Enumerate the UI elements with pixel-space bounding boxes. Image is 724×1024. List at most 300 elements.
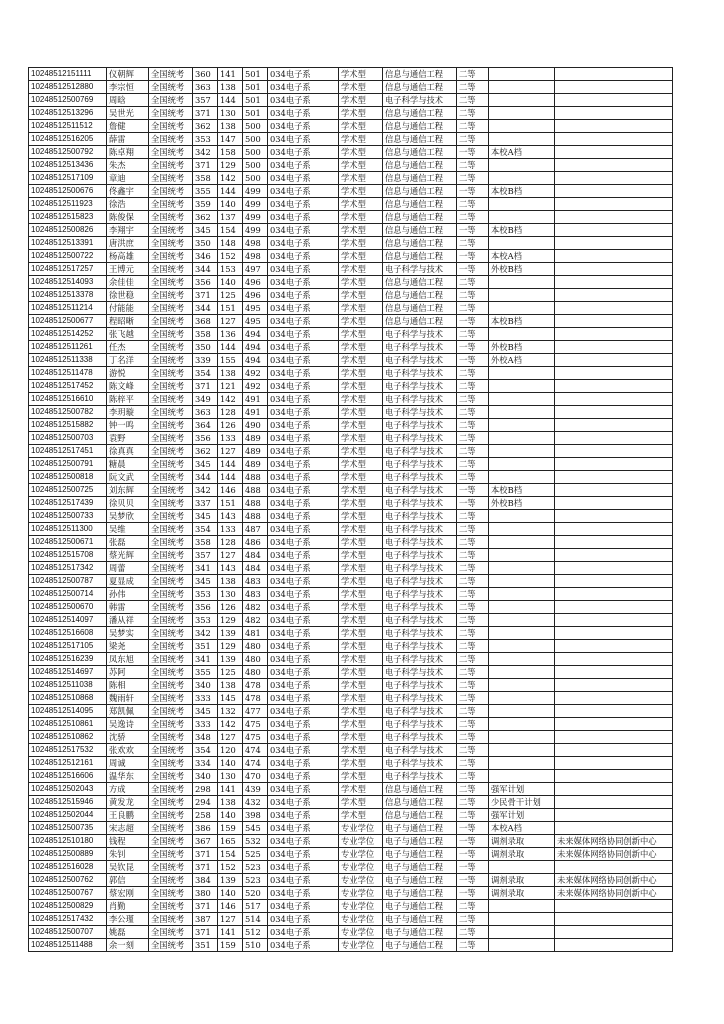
cell-score_a: 345 xyxy=(193,705,218,718)
cell-center xyxy=(555,146,673,159)
cell-id: 10248512513378 xyxy=(29,289,107,302)
cell-score_b: 147 xyxy=(218,133,243,146)
cell-center xyxy=(555,458,673,471)
table-row xyxy=(29,835,673,848)
cell-id: 10248512511478 xyxy=(29,367,107,380)
table-row xyxy=(29,913,673,926)
table-row xyxy=(29,796,673,809)
cell-name: 付能能 xyxy=(107,302,149,315)
cell-name: 丁名洋 xyxy=(107,354,149,367)
cell-note xyxy=(489,380,555,393)
cell-rank: 一等 xyxy=(457,250,489,263)
cell-major: 电子科学与技术 xyxy=(383,458,457,471)
cell-rank: 一等 xyxy=(457,848,489,861)
cell-note: 调剂录取 xyxy=(489,848,555,861)
cell-dept: 034电子系 xyxy=(268,809,339,822)
cell-total: 439 xyxy=(243,783,268,796)
cell-dept: 034电子系 xyxy=(268,575,339,588)
cell-rank: 二等 xyxy=(457,640,489,653)
cell-total: 489 xyxy=(243,432,268,445)
cell-note xyxy=(489,913,555,926)
cell-major: 信息与通信工程 xyxy=(383,81,457,94)
cell-dept: 034电子系 xyxy=(268,718,339,731)
table-row xyxy=(29,198,673,211)
cell-id: 10248512517342 xyxy=(29,562,107,575)
cell-score_b: 132 xyxy=(218,705,243,718)
cell-score_b: 138 xyxy=(218,679,243,692)
cell-score_b: 129 xyxy=(218,159,243,172)
cell-center xyxy=(555,406,673,419)
cell-score_b: 130 xyxy=(218,588,243,601)
cell-note xyxy=(489,588,555,601)
cell-total: 475 xyxy=(243,731,268,744)
cell-major: 电子科学与技术 xyxy=(383,692,457,705)
cell-rank: 二等 xyxy=(457,913,489,926)
cell-score_a: 363 xyxy=(193,406,218,419)
cell-note xyxy=(489,926,555,939)
cell-dept: 034电子系 xyxy=(268,380,339,393)
cell-total: 489 xyxy=(243,458,268,471)
cell-score_a: 371 xyxy=(193,380,218,393)
cell-major: 电子科学与技术 xyxy=(383,575,457,588)
cell-total: 474 xyxy=(243,757,268,770)
cell-name: 余佳佳 xyxy=(107,276,149,289)
cell-center xyxy=(555,224,673,237)
table-row xyxy=(29,250,673,263)
table-row xyxy=(29,523,673,536)
cell-rank: 二等 xyxy=(457,237,489,250)
cell-name: 韩雷 xyxy=(107,601,149,614)
cell-score_b: 129 xyxy=(218,614,243,627)
cell-score_a: 358 xyxy=(193,536,218,549)
cell-major: 电子与通信工程 xyxy=(383,939,457,952)
cell-type: 学术型 xyxy=(339,237,383,250)
cell-name: 李翔宇 xyxy=(107,224,149,237)
cell-name: 潘从祥 xyxy=(107,614,149,627)
cell-score_a: 368 xyxy=(193,315,218,328)
cell-score_a: 355 xyxy=(193,666,218,679)
cell-id: 10248512517105 xyxy=(29,640,107,653)
cell-total: 484 xyxy=(243,562,268,575)
table-row xyxy=(29,445,673,458)
cell-center xyxy=(555,289,673,302)
cell-type: 学术型 xyxy=(339,289,383,302)
cell-note xyxy=(489,276,555,289)
cell-score_b: 136 xyxy=(218,328,243,341)
cell-center xyxy=(555,211,673,224)
cell-note xyxy=(489,68,555,81)
cell-score_a: 345 xyxy=(193,458,218,471)
table-row xyxy=(29,341,673,354)
cell-type: 学术型 xyxy=(339,380,383,393)
cell-dept: 034电子系 xyxy=(268,913,339,926)
cell-exam_type: 全国统考 xyxy=(149,848,193,861)
cell-major: 电子科学与技术 xyxy=(383,744,457,757)
cell-major: 电子科学与技术 xyxy=(383,432,457,445)
cell-center xyxy=(555,484,673,497)
cell-dept: 034电子系 xyxy=(268,315,339,328)
cell-center xyxy=(555,341,673,354)
cell-total: 495 xyxy=(243,315,268,328)
cell-total: 523 xyxy=(243,861,268,874)
cell-rank: 一等 xyxy=(457,354,489,367)
cell-name: 李公瑾 xyxy=(107,913,149,926)
cell-score_a: 339 xyxy=(193,354,218,367)
cell-total: 496 xyxy=(243,276,268,289)
cell-type: 学术型 xyxy=(339,549,383,562)
cell-rank: 一等 xyxy=(457,835,489,848)
table-row xyxy=(29,848,673,861)
cell-score_a: 371 xyxy=(193,159,218,172)
cell-type: 学术型 xyxy=(339,796,383,809)
cell-center xyxy=(555,107,673,120)
table-row xyxy=(29,107,673,120)
cell-dept: 034电子系 xyxy=(268,107,339,120)
cell-total: 484 xyxy=(243,549,268,562)
cell-score_b: 127 xyxy=(218,315,243,328)
cell-score_a: 371 xyxy=(193,926,218,939)
cell-dept: 034电子系 xyxy=(268,328,339,341)
cell-type: 专业学位 xyxy=(339,900,383,913)
cell-note xyxy=(489,536,555,549)
cell-center xyxy=(555,549,673,562)
cell-major: 信息与通信工程 xyxy=(383,289,457,302)
cell-name: 张欢欢 xyxy=(107,744,149,757)
cell-exam_type: 全国统考 xyxy=(149,367,193,380)
cell-score_b: 144 xyxy=(218,471,243,484)
table-row xyxy=(29,705,673,718)
cell-rank: 二等 xyxy=(457,328,489,341)
cell-total: 499 xyxy=(243,211,268,224)
cell-name: 吴维 xyxy=(107,523,149,536)
cell-major: 电子科学与技术 xyxy=(383,523,457,536)
cell-center xyxy=(555,510,673,523)
cell-score_b: 127 xyxy=(218,731,243,744)
cell-score_b: 127 xyxy=(218,913,243,926)
cell-center xyxy=(555,809,673,822)
cell-rank: 二等 xyxy=(457,601,489,614)
cell-id: 10248512500769 xyxy=(29,94,107,107)
cell-id: 10248512500829 xyxy=(29,900,107,913)
cell-total: 483 xyxy=(243,588,268,601)
cell-dept: 034电子系 xyxy=(268,133,339,146)
cell-total: 497 xyxy=(243,263,268,276)
cell-name: 陈文峰 xyxy=(107,380,149,393)
cell-score_b: 138 xyxy=(218,120,243,133)
cell-note xyxy=(489,666,555,679)
cell-score_a: 342 xyxy=(193,146,218,159)
cell-note xyxy=(489,211,555,224)
cell-rank: 一等 xyxy=(457,497,489,510)
cell-total: 490 xyxy=(243,419,268,432)
table-row xyxy=(29,458,673,471)
cell-score_b: 155 xyxy=(218,354,243,367)
cell-center xyxy=(555,562,673,575)
cell-name: 王良鹏 xyxy=(107,809,149,822)
cell-major: 电子科学与技术 xyxy=(383,718,457,731)
cell-center xyxy=(555,380,673,393)
cell-total: 488 xyxy=(243,471,268,484)
cell-dept: 034电子系 xyxy=(268,874,339,887)
cell-score_b: 143 xyxy=(218,510,243,523)
cell-score_b: 148 xyxy=(218,237,243,250)
cell-id: 10248512517451 xyxy=(29,445,107,458)
cell-center xyxy=(555,614,673,627)
cell-rank: 二等 xyxy=(457,614,489,627)
cell-major: 电子科学与技术 xyxy=(383,419,457,432)
cell-center xyxy=(555,718,673,731)
table-row xyxy=(29,614,673,627)
table-row xyxy=(29,471,673,484)
cell-major: 电子科学与技术 xyxy=(383,536,457,549)
cell-rank: 一等 xyxy=(457,185,489,198)
cell-score_b: 141 xyxy=(218,783,243,796)
cell-center: 未来媒体网络协同创新中心 xyxy=(555,874,673,887)
cell-dept: 034电子系 xyxy=(268,731,339,744)
cell-score_b: 127 xyxy=(218,445,243,458)
cell-dept: 034电子系 xyxy=(268,640,339,653)
cell-name: 刘东辉 xyxy=(107,484,149,497)
cell-type: 专业学位 xyxy=(339,913,383,926)
cell-dept: 034电子系 xyxy=(268,81,339,94)
cell-rank: 二等 xyxy=(457,900,489,913)
table-row xyxy=(29,185,673,198)
cell-rank: 二等 xyxy=(457,692,489,705)
cell-name: 苏阿 xyxy=(107,666,149,679)
cell-id: 10248512510862 xyxy=(29,731,107,744)
cell-dept: 034电子系 xyxy=(268,393,339,406)
cell-exam_type: 全国统考 xyxy=(149,783,193,796)
cell-center xyxy=(555,198,673,211)
cell-major: 电子科学与技术 xyxy=(383,497,457,510)
cell-score_a: 258 xyxy=(193,809,218,822)
cell-center xyxy=(555,250,673,263)
cell-exam_type: 全国统考 xyxy=(149,614,193,627)
cell-center xyxy=(555,185,673,198)
cell-total: 525 xyxy=(243,848,268,861)
cell-note xyxy=(489,471,555,484)
cell-rank: 二等 xyxy=(457,445,489,458)
cell-name: 陈卓翔 xyxy=(107,146,149,159)
cell-name: 梁尧 xyxy=(107,640,149,653)
cell-exam_type: 全国统考 xyxy=(149,562,193,575)
table-row xyxy=(29,354,673,367)
cell-rank: 二等 xyxy=(457,549,489,562)
cell-type: 学术型 xyxy=(339,159,383,172)
cell-score_a: 345 xyxy=(193,510,218,523)
cell-rank: 一等 xyxy=(457,146,489,159)
cell-type: 学术型 xyxy=(339,536,383,549)
cell-dept: 034电子系 xyxy=(268,172,339,185)
cell-name: 方成 xyxy=(107,783,149,796)
cell-major: 电子科学与技术 xyxy=(383,471,457,484)
cell-rank: 一等 xyxy=(457,315,489,328)
cell-exam_type: 全国统考 xyxy=(149,926,193,939)
cell-type: 学术型 xyxy=(339,744,383,757)
cell-total: 495 xyxy=(243,302,268,315)
cell-exam_type: 全国统考 xyxy=(149,250,193,263)
table-row xyxy=(29,224,673,237)
cell-note xyxy=(489,120,555,133)
cell-type: 学术型 xyxy=(339,393,383,406)
cell-note xyxy=(489,523,555,536)
cell-rank: 二等 xyxy=(457,133,489,146)
cell-total: 481 xyxy=(243,627,268,640)
cell-exam_type: 全国统考 xyxy=(149,81,193,94)
cell-note xyxy=(489,861,555,874)
cell-name: 徐浩 xyxy=(107,198,149,211)
table-row xyxy=(29,861,673,874)
cell-score_a: 362 xyxy=(193,211,218,224)
cell-type: 学术型 xyxy=(339,367,383,380)
cell-center xyxy=(555,471,673,484)
cell-score_b: 140 xyxy=(218,757,243,770)
cell-dept: 034电子系 xyxy=(268,822,339,835)
cell-note xyxy=(489,731,555,744)
cell-name: 钟一鸣 xyxy=(107,419,149,432)
cell-id: 10248512500762 xyxy=(29,874,107,887)
cell-score_a: 342 xyxy=(193,627,218,640)
cell-exam_type: 全国统考 xyxy=(149,315,193,328)
cell-total: 488 xyxy=(243,497,268,510)
cell-total: 482 xyxy=(243,601,268,614)
cell-center xyxy=(555,68,673,81)
cell-center: 未来媒体网络协同创新中心 xyxy=(555,835,673,848)
cell-score_a: 356 xyxy=(193,601,218,614)
cell-major: 电子与通信工程 xyxy=(383,913,457,926)
cell-exam_type: 全国统考 xyxy=(149,692,193,705)
cell-id: 10248512514252 xyxy=(29,328,107,341)
cell-id: 10248512500733 xyxy=(29,510,107,523)
cell-score_b: 165 xyxy=(218,835,243,848)
cell-major: 信息与通信工程 xyxy=(383,237,457,250)
cell-id: 10248512500707 xyxy=(29,926,107,939)
cell-exam_type: 全国统考 xyxy=(149,406,193,419)
cell-exam_type: 全国统考 xyxy=(149,133,193,146)
cell-type: 学术型 xyxy=(339,770,383,783)
cell-rank: 一等 xyxy=(457,341,489,354)
cell-rank: 一等 xyxy=(457,861,489,874)
cell-rank: 二等 xyxy=(457,731,489,744)
cell-exam_type: 全国统考 xyxy=(149,107,193,120)
cell-major: 电子科学与技术 xyxy=(383,393,457,406)
cell-name: 姚磊 xyxy=(107,926,149,939)
cell-score_a: 344 xyxy=(193,471,218,484)
cell-major: 电子科学与技术 xyxy=(383,588,457,601)
cell-major: 电子科学与技术 xyxy=(383,445,457,458)
cell-dept: 034电子系 xyxy=(268,289,339,302)
cell-name: 沈骄 xyxy=(107,731,149,744)
cell-score_b: 128 xyxy=(218,406,243,419)
cell-type: 学术型 xyxy=(339,146,383,159)
cell-score_b: 139 xyxy=(218,627,243,640)
cell-score_a: 345 xyxy=(193,575,218,588)
cell-total: 489 xyxy=(243,445,268,458)
cell-rank: 二等 xyxy=(457,523,489,536)
cell-id: 10248512500722 xyxy=(29,250,107,263)
cell-dept: 034电子系 xyxy=(268,159,339,172)
cell-total: 470 xyxy=(243,770,268,783)
cell-dept: 034电子系 xyxy=(268,783,339,796)
cell-dept: 034电子系 xyxy=(268,679,339,692)
cell-total: 500 xyxy=(243,133,268,146)
cell-id: 10248512510180 xyxy=(29,835,107,848)
cell-note: 外校A档 xyxy=(489,354,555,367)
cell-exam_type: 全国统考 xyxy=(149,328,193,341)
cell-exam_type: 全国统考 xyxy=(149,575,193,588)
cell-exam_type: 全国统考 xyxy=(149,510,193,523)
cell-score_a: 333 xyxy=(193,718,218,731)
cell-dept: 034电子系 xyxy=(268,445,339,458)
cell-score_a: 358 xyxy=(193,172,218,185)
cell-name: 游悦 xyxy=(107,367,149,380)
cell-dept: 034电子系 xyxy=(268,224,339,237)
cell-score_a: 346 xyxy=(193,250,218,263)
cell-total: 432 xyxy=(243,796,268,809)
cell-note xyxy=(489,445,555,458)
cell-major: 电子科学与技术 xyxy=(383,94,457,107)
cell-id: 10248512500735 xyxy=(29,822,107,835)
cell-score_b: 127 xyxy=(218,549,243,562)
cell-name: 朱杰 xyxy=(107,159,149,172)
cell-name: 程昭晰 xyxy=(107,315,149,328)
cell-name: 薛雷 xyxy=(107,133,149,146)
table-row xyxy=(29,757,673,770)
cell-note xyxy=(489,432,555,445)
cell-exam_type: 全国统考 xyxy=(149,497,193,510)
cell-score_a: 345 xyxy=(193,224,218,237)
cell-id: 10248512514697 xyxy=(29,666,107,679)
cell-score_b: 140 xyxy=(218,887,243,900)
cell-center xyxy=(555,679,673,692)
cell-score_a: 340 xyxy=(193,679,218,692)
cell-dept: 034电子系 xyxy=(268,536,339,549)
cell-id: 10248512500818 xyxy=(29,471,107,484)
cell-type: 学术型 xyxy=(339,575,383,588)
cell-score_b: 141 xyxy=(218,926,243,939)
cell-rank: 二等 xyxy=(457,757,489,770)
cell-id: 10248512514097 xyxy=(29,614,107,627)
cell-exam_type: 全国统考 xyxy=(149,549,193,562)
cell-exam_type: 全国统考 xyxy=(149,445,193,458)
cell-major: 电子与通信工程 xyxy=(383,822,457,835)
cell-center xyxy=(555,692,673,705)
table-row xyxy=(29,276,673,289)
cell-score_b: 146 xyxy=(218,484,243,497)
cell-id: 10248512500703 xyxy=(29,432,107,445)
cell-exam_type: 全国统考 xyxy=(149,68,193,81)
cell-major: 信息与通信工程 xyxy=(383,809,457,822)
cell-score_b: 140 xyxy=(218,809,243,822)
cell-name: 佟鑫宇 xyxy=(107,185,149,198)
cell-name: 余一刻 xyxy=(107,939,149,952)
cell-type: 学术型 xyxy=(339,211,383,224)
cell-score_a: 351 xyxy=(193,640,218,653)
cell-dept: 034电子系 xyxy=(268,770,339,783)
cell-center xyxy=(555,705,673,718)
table-row xyxy=(29,666,673,679)
cell-dept: 034电子系 xyxy=(268,354,339,367)
table-body xyxy=(29,68,673,952)
cell-exam_type: 全国统考 xyxy=(149,679,193,692)
cell-center xyxy=(555,276,673,289)
cell-id: 10248512513391 xyxy=(29,237,107,250)
cell-center xyxy=(555,497,673,510)
cell-major: 电子与通信工程 xyxy=(383,848,457,861)
cell-id: 10248512516239 xyxy=(29,653,107,666)
cell-exam_type: 全国统考 xyxy=(149,224,193,237)
cell-center xyxy=(555,913,673,926)
